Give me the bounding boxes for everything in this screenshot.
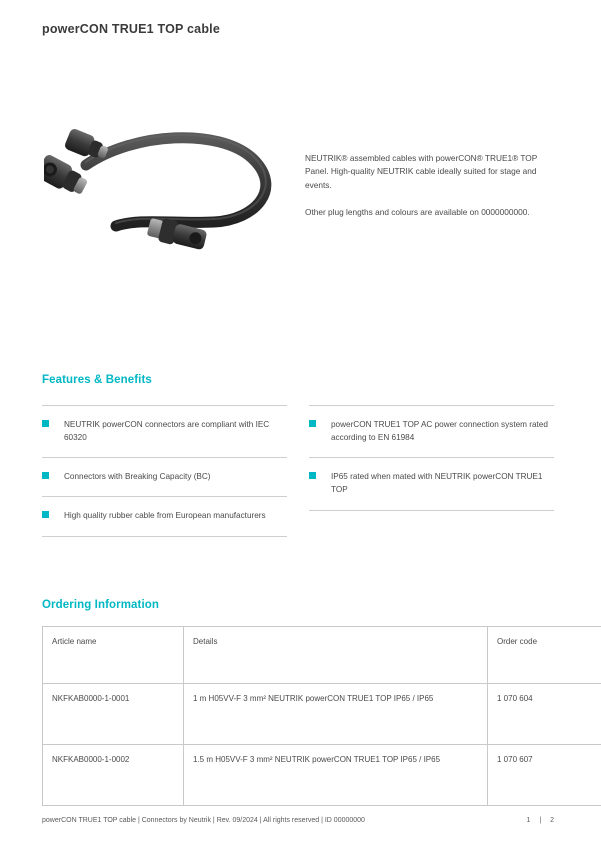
column-header-article-name: Article name [43, 627, 184, 684]
column-header-details: Details [184, 627, 488, 684]
ordering-table [42, 626, 601, 806]
intro-text [305, 152, 557, 234]
feature-item [42, 497, 287, 536]
page-title: powerCON TRUE1 TOP cable [42, 22, 220, 36]
bullet-square-icon [42, 511, 49, 518]
features-heading: Features & Benefits [42, 374, 152, 386]
bullet-square-icon [309, 472, 316, 479]
cell-article-name: NKFKAB0000-1-0002 [43, 745, 184, 806]
feature-item-label: Connectors with Breaking Capacity (BC) [64, 472, 211, 482]
ordering-information-heading: Ordering Information [42, 599, 159, 611]
bullet-square-icon [309, 420, 316, 427]
footer-separator: | [539, 817, 542, 824]
features-column-right [309, 405, 554, 537]
cell-details: 1.5 m H05VV-F 3 mm² NEUTRIK powerCON TRUE1 TOP IP65 / IP65 [184, 745, 488, 806]
intro-paragraph-2: Other plug lengths and colours are available on 0000000000. [305, 207, 530, 218]
feature-item-label: High quality rubber cable from European manufacturers [64, 511, 266, 521]
table-row [43, 745, 601, 806]
cell-order-code: 1 070 604 [488, 684, 601, 745]
features-list [42, 405, 554, 537]
feature-item [309, 405, 554, 458]
column-header-order-code: Order code [488, 627, 601, 684]
footer-page-number: 1 [526, 817, 531, 824]
intro-paragraph-1-text: NEUTRIK® assembled cables with powerCON® TRUE1® TOP Panel. High-quality NEUTRIK cable ideally suited for stage and events. [305, 153, 538, 190]
footer-page-total: 2 [550, 817, 554, 824]
bullet-square-icon [42, 472, 49, 479]
page-footer [42, 817, 554, 824]
cell-article-name: NKFKAB0000-1-0001 [43, 684, 184, 745]
product-image [44, 110, 294, 260]
intro-paragraph-1 [305, 152, 557, 192]
feature-item [42, 458, 287, 497]
table-body [43, 684, 601, 806]
cell-details: 1 m H05VV-F 3 mm² NEUTRIK powerCON TRUE1 TOP IP65 / IP65 [184, 684, 488, 745]
footer-pagination [519, 817, 554, 824]
feature-item-label: powerCON TRUE1 TOP AC power connection system rated according to EN 61984 [331, 420, 548, 443]
footer-text: powerCON TRUE1 TOP cable | Connectors by Neutrik | Rev. 09/2024 | All rights reserved | ID 00000000 [42, 817, 365, 824]
feature-item-label: NEUTRIK powerCON connectors are compliant with IEC 60320 [64, 420, 270, 443]
cell-order-code: 1 070 607 [488, 745, 601, 806]
table-header-row [43, 627, 601, 684]
feature-item-label: IP65 rated when mated with NEUTRIK powerCON TRUE1 TOP [331, 472, 543, 495]
table-header [43, 627, 601, 684]
features-column-left [42, 405, 287, 537]
feature-item [42, 405, 287, 458]
table-row [43, 684, 601, 745]
feature-item [309, 458, 554, 510]
bullet-square-icon [42, 420, 49, 427]
